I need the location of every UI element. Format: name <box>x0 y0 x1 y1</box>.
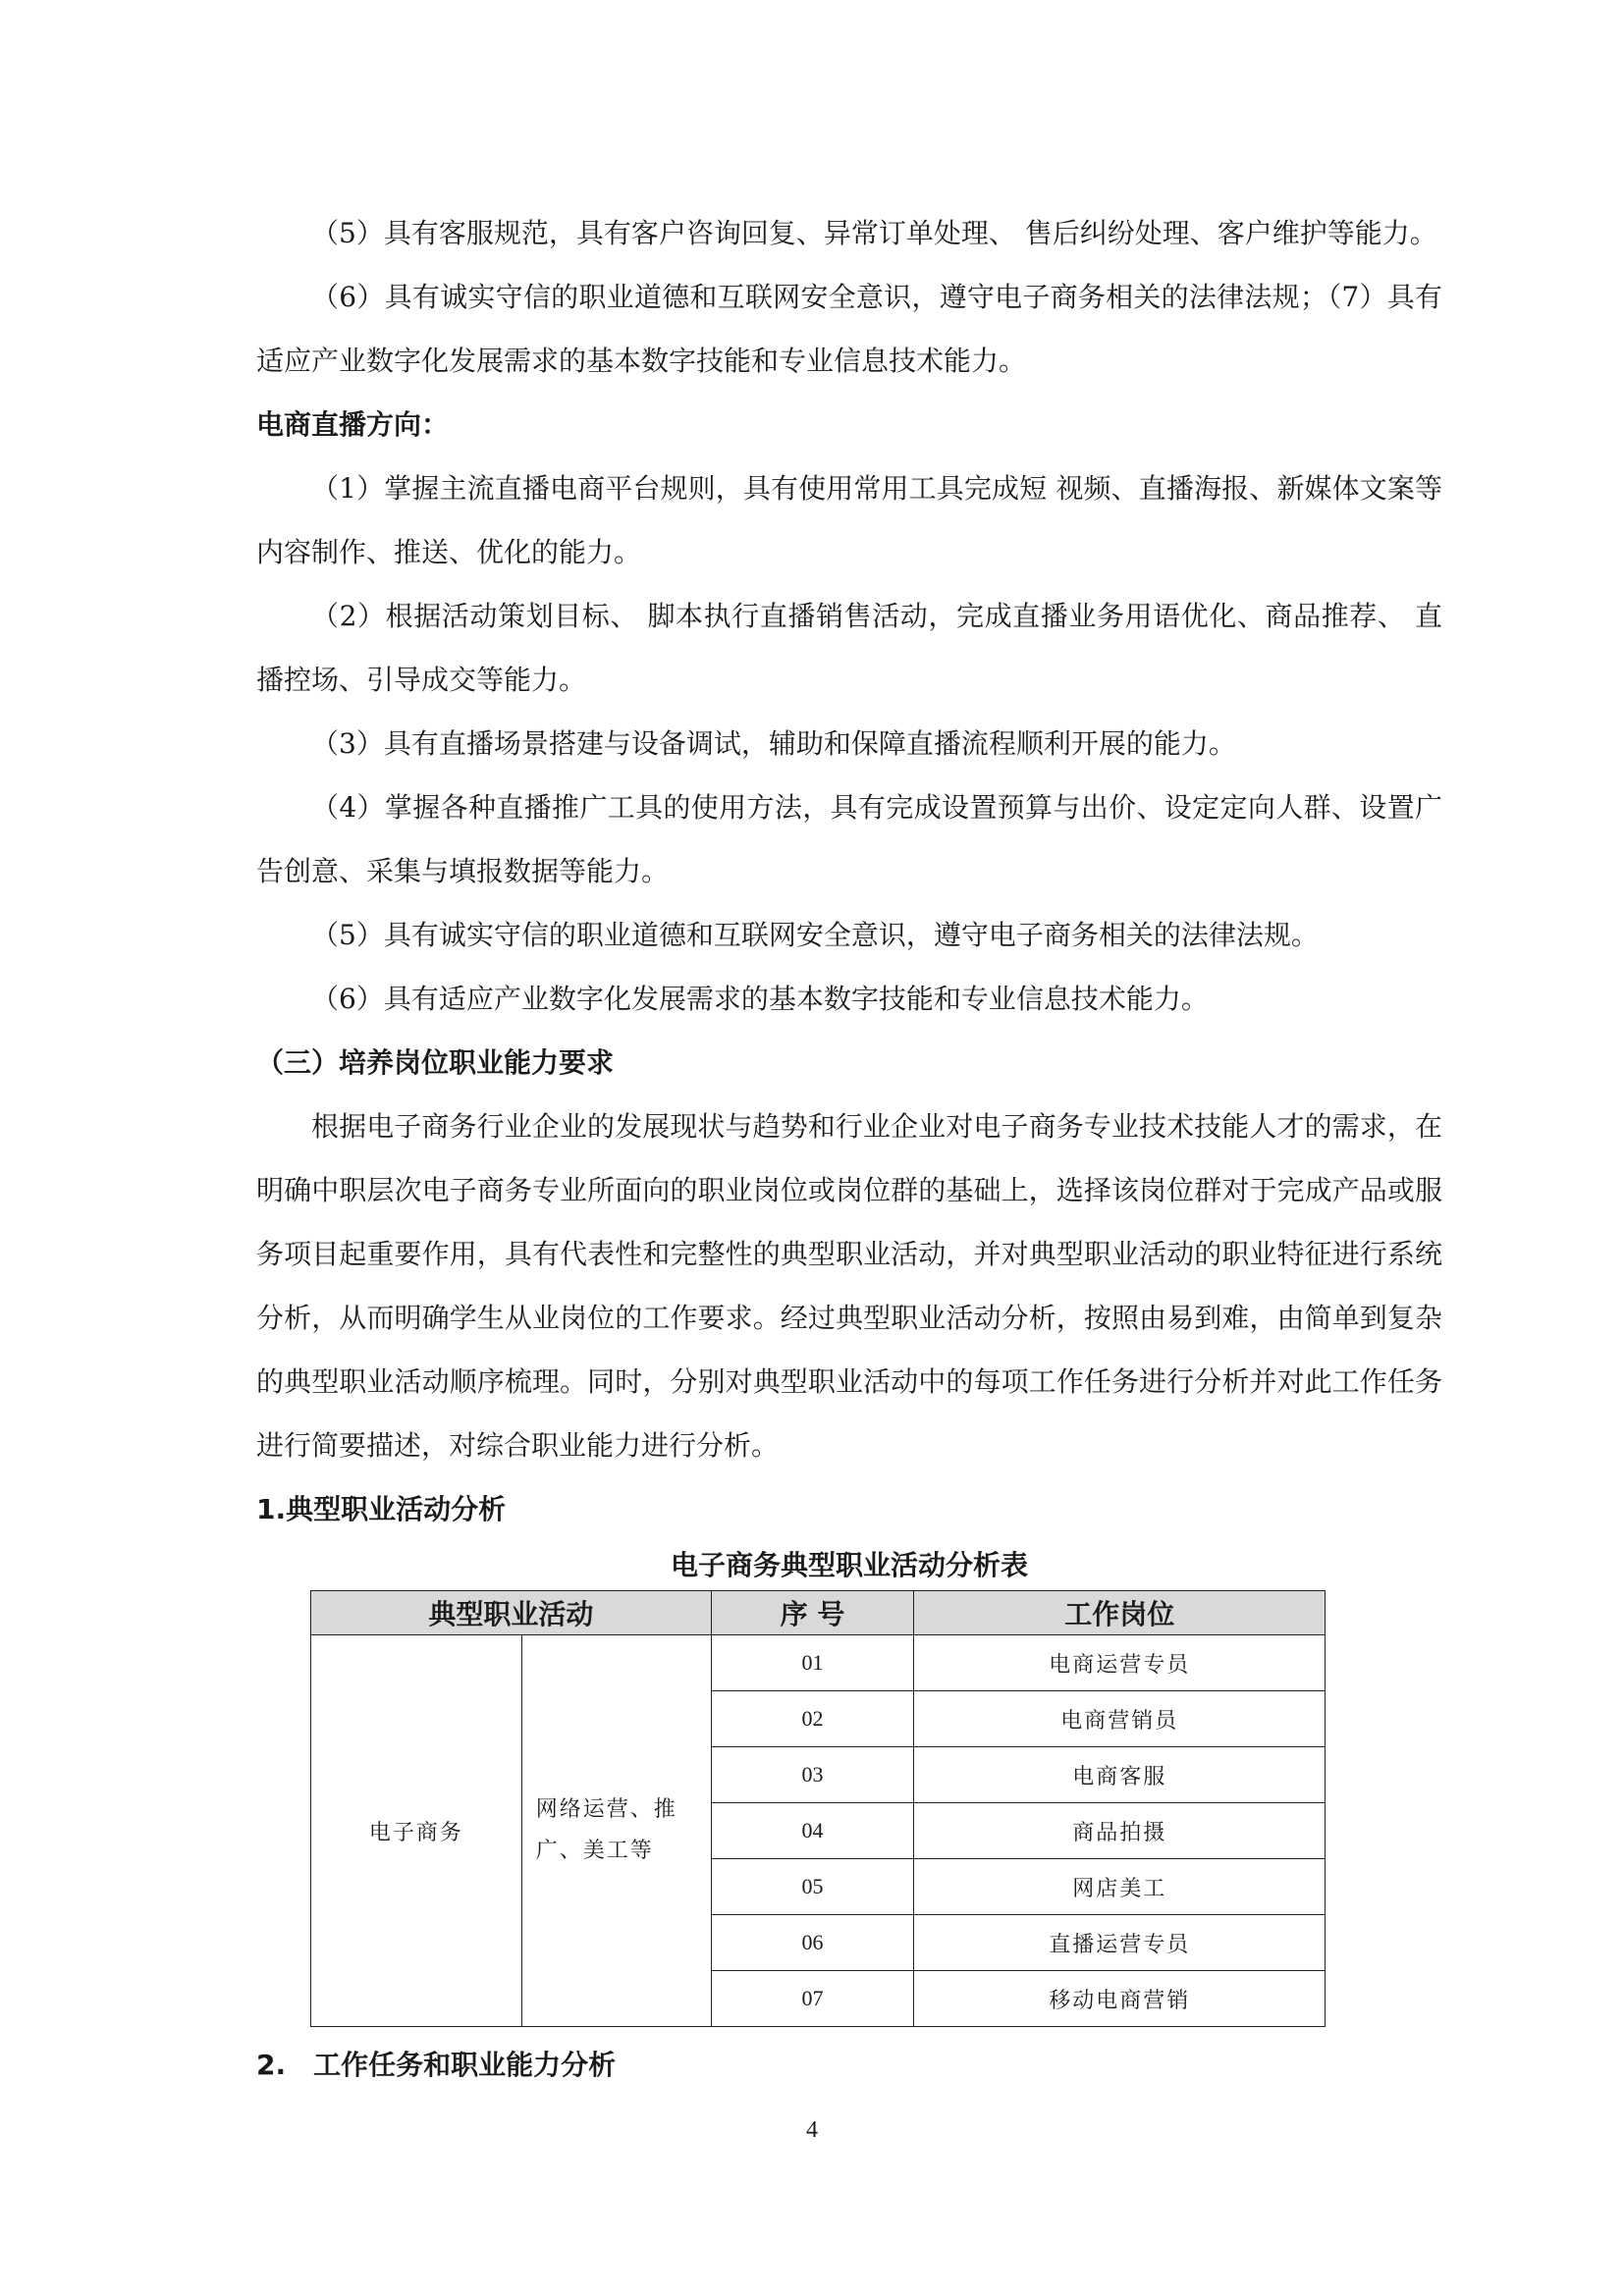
post-cell: 网店美工 <box>914 1859 1326 1915</box>
page-number: 4 <box>806 2117 818 2143</box>
header-activity: 典型职业活动 <box>311 1591 712 1635</box>
table-caption: 电子商务典型职业活动分析表 <box>670 1549 1028 1581</box>
number-cell: 06 <box>711 1915 914 1971</box>
list-item: （3）具有直播场景搭建与设备调试，辅助和保障直播流程顺利开展的能力。 <box>311 727 1236 760</box>
table-row <box>311 1635 1326 1691</box>
table-header-row <box>311 1591 1326 1635</box>
header-post: 工作岗位 <box>914 1591 1326 1635</box>
number-cell: 04 <box>711 1803 914 1859</box>
activity-table <box>310 1590 1326 2027</box>
subcategory-cell: 网络运营、推广、美工等 <box>521 1635 711 2027</box>
number-cell: 01 <box>711 1635 914 1691</box>
post-cell: 电商营销员 <box>914 1691 1326 1747</box>
list-item: （6）具有适应产业数字化发展需求的基本数字技能和专业信息技术能力。 <box>311 983 1209 1015</box>
page-content <box>256 201 1442 2097</box>
section-body: 根据电子商务行业企业的发展现状与趋势和行业企业对电子商务专业技术技能人才的需求，在明确中职层次电子商务专业所面向的职业岗位或岗位群的基础上，选择该岗位群对于完成产品或服务项目起重要作用，具有代表性和完整性的典型职业活动，并对典型职业活动的职业特征进行系统分析，从而明确学生从业岗位的工作要求。经过典型职业活动分析，按照由易到难，由简单到复杂的典型职业活动顺序梳理。同时，分别对典型职业活动中的每项工作任务进行分析并对此工作任务进行简要描述，对综合职业能力进行分析。 <box>256 1110 1442 1462</box>
header-number: 序 号 <box>711 1591 914 1635</box>
number-cell: 07 <box>711 1971 914 2027</box>
list-item: （5）具有诚实守信的职业道德和互联网安全意识，遵守电子商务相关的法律法规。 <box>311 919 1319 951</box>
section-heading-live: 电商直播方向： <box>256 408 450 441</box>
category-cell: 电子商务 <box>311 1635 522 2027</box>
subsection-heading-1: 1.典型职业活动分析 <box>256 1493 507 1525</box>
paragraph: （6）具有诚实守信的职业道德和互联网安全意识，遵守电子商务相关的法律法规；（7）具有适应产业数字化发展需求的基本数字技能和专业信息技术能力。 <box>256 281 1442 377</box>
number-cell: 02 <box>711 1691 914 1747</box>
list-item: （2）根据活动策划目标、 脚本执行直播销售活动，完成直播业务用语优化、商品推荐、 直播控场、引导成交等能力。 <box>256 600 1442 696</box>
list-item: （1）掌握主流直播电商平台规则，具有使用常用工具完成短 视频、直播海报、新媒体文案等内容制作、推送、优化的能力。 <box>256 472 1442 568</box>
post-cell: 直播运营专员 <box>914 1915 1326 1971</box>
post-cell: 商品拍摄 <box>914 1803 1326 1859</box>
subsection-heading-2: 2. 工作任务和职业能力分析 <box>256 2049 617 2081</box>
number-cell: 03 <box>711 1747 914 1803</box>
paragraph: （5）具有客服规范，具有客户咨询回复、异常订单处理、 售后纠纷处理、客户维护等能力。 <box>311 217 1437 249</box>
section-heading-3: （三）培养岗位职业能力要求 <box>256 1046 615 1079</box>
post-cell: 电商运营专员 <box>914 1635 1326 1691</box>
list-item: （4）掌握各种直播推广工具的使用方法，具有完成设置预算与出价、设定定向人群、设置广告创意、采集与填报数据等能力。 <box>256 791 1442 887</box>
number-cell: 05 <box>711 1859 914 1915</box>
post-cell: 电商客服 <box>914 1747 1326 1803</box>
post-cell: 移动电商营销 <box>914 1971 1326 2027</box>
